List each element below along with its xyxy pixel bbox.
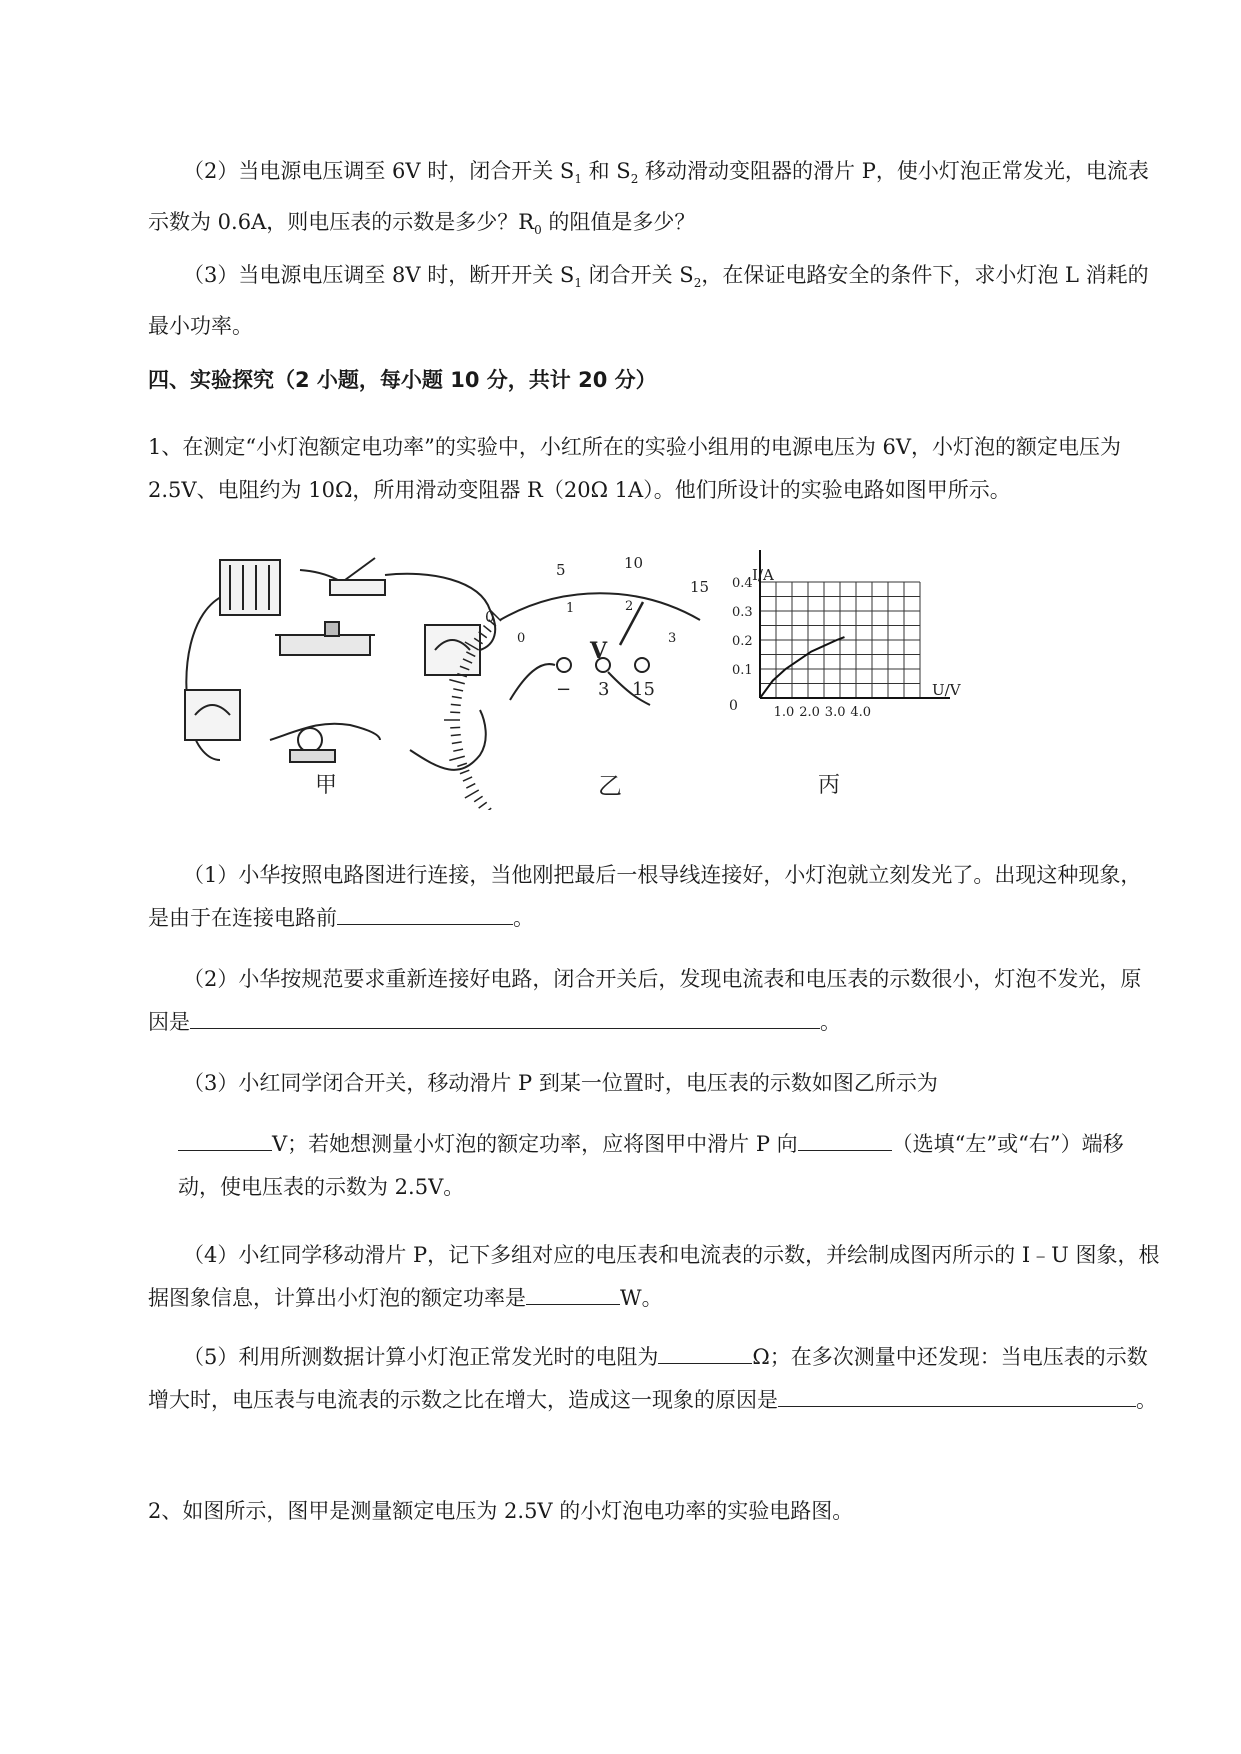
dial-tick	[453, 749, 463, 751]
q3-text-c: （选填“左”或“右”）端移动，使电压表的示数为 2.5V。	[178, 1132, 1124, 1199]
terminal-negative	[557, 658, 571, 672]
dial-tick	[449, 680, 464, 684]
figure-group	[180, 550, 1080, 810]
q2-text: （2）小华按规范要求重新连接好电路，闭合开关后，发现电流表和电压表的示数很小，灯泡不发光，原因是	[148, 967, 1142, 1034]
dial-tick	[450, 712, 460, 713]
graph-x-axis-label: U/V	[932, 681, 961, 699]
question-2-part-3	[148, 254, 1160, 348]
dial-label-bottom-1: 1	[566, 601, 575, 616]
voltmeter-unit-label: V	[590, 638, 608, 664]
dial-tick	[457, 763, 467, 766]
dial-label-top-5: 5	[556, 561, 566, 579]
circuit-diagram-jia	[185, 558, 495, 770]
terminal-label-negative: −	[556, 679, 572, 700]
graph-x-tick-label: 2.0	[799, 705, 820, 720]
answer-blank-4[interactable]	[526, 1284, 620, 1305]
answer-blank-3b[interactable]	[798, 1130, 892, 1151]
q3-text-a: （3）当电源电压调至 8V 时，断开开关 S	[183, 263, 575, 287]
subscript-s1: 1	[574, 276, 582, 291]
graph-origin-label: 0	[729, 698, 738, 714]
dial-tick	[452, 697, 462, 699]
voltmeter	[425, 625, 480, 675]
circuit-figure	[180, 550, 1080, 810]
q2-text-a: （2）当电源电压调至 6V 时，闭合开关 S	[183, 159, 575, 183]
dial-tick	[463, 777, 472, 781]
dial-tick	[479, 802, 487, 808]
dial-tick	[451, 704, 461, 705]
question-2-part-2	[148, 150, 1160, 252]
dial-tick	[474, 796, 482, 801]
graph-y-tick-label: 0.1	[732, 663, 753, 678]
q1-text: （1）小华按照电路图进行连接，当他刚把最后一根导线连接好，小灯泡就立刻发光了。出现这种现象，是由于在连接电路前	[148, 863, 1142, 930]
experiment-1-intro: 1、在测定“小灯泡额定电功率”的实验中，小红所在的实验小组用的电源电压为 6V，小灯泡的额定电压为 2.5V、电阻约为 10Ω，所用滑动变阻器 R（20Ω 1A）。他们所设计的实验电路如图甲所示。	[148, 435, 1122, 502]
graph-y-axis-label: I/A	[752, 566, 774, 584]
q2-text-d: 的阻值是多少？	[541, 210, 696, 235]
graph-x-tick-label: 3.0	[824, 705, 846, 720]
section-heading: 四、实验探究（2 小题，每小题 10 分，共计 20 分）	[148, 368, 657, 392]
dial-tick	[450, 727, 460, 728]
dial-label-top-0: 0	[485, 608, 495, 626]
caption-bing: 丙	[818, 773, 841, 798]
graph-y-tick-label: 0.3	[732, 605, 753, 620]
ammeter	[185, 690, 240, 740]
experiment-1-q3-line2	[178, 1123, 1160, 1209]
q2-text-c: 移动滑动变阻器的滑片 P，使小灯泡正常发光，电流表示数为 0.6A，则电压表的示数是多少？R	[148, 159, 1149, 235]
graph-x-tick-label: 1.0	[773, 705, 795, 720]
dial-tick	[483, 808, 491, 810]
q1-end: 。	[513, 906, 534, 930]
dial-tick	[449, 756, 464, 760]
experiment-2-intro: 2、如图所示，图甲是测量额定电压为 2.5V 的小灯泡电功率的实验电路图。	[148, 1499, 854, 1523]
answer-blank-3a[interactable]	[178, 1130, 272, 1151]
terminal-label-15: 15	[632, 679, 655, 700]
experiment-1-q3-line1: （3）小红同学闭合开关，移动滑片 P 到某一位置时，电压表的示数如图乙所示为	[183, 1071, 938, 1095]
terminal-label-3: 3	[598, 679, 610, 700]
experiment-1-q5	[148, 1336, 1160, 1422]
answer-blank-5b[interactable]	[778, 1386, 1136, 1407]
graph-x-tick-label: 4.0	[850, 705, 872, 720]
dial-tick	[460, 770, 469, 774]
dial-tick	[453, 689, 463, 691]
dial-tick	[451, 735, 461, 736]
dial-tick	[452, 742, 462, 744]
q3-text-c: ，在保证电路安全的条件下，求小灯泡 L 消耗的最小功率。	[148, 263, 1149, 339]
q5-text-b: Ω；在多次测量中还发现：当电压表的示数增大时，电压表与电流表的示数之比在增大，造成这一现象的原因是	[148, 1345, 1148, 1412]
experiment-1-q4	[148, 1234, 1160, 1320]
q5-text-a: （5）利用所测数据计算小灯泡正常发光时的电阻为	[183, 1345, 659, 1369]
graph-y-tick-label: 0.2	[732, 634, 753, 649]
dial-tick	[465, 790, 479, 798]
experiment-1-q1	[148, 854, 1160, 940]
q5-end: 。	[1136, 1388, 1157, 1412]
light-bulb	[298, 728, 322, 752]
dial-tick	[466, 784, 475, 789]
dial-label-top-10: 10	[624, 554, 644, 572]
dial-label-bottom-2: 2	[625, 599, 634, 614]
dial-label-bottom-0: 0	[517, 631, 526, 646]
q4-end: W。	[620, 1286, 663, 1310]
answer-blank-5a[interactable]	[658, 1343, 752, 1364]
caption-yi: 乙	[598, 772, 622, 800]
dial-label-bottom-3: 3	[668, 631, 677, 646]
voltmeter-dial-yi	[444, 593, 700, 810]
subscript-s2: 2	[693, 276, 702, 291]
q2-text-b: 和 S	[581, 159, 631, 183]
rheostat	[280, 635, 370, 655]
q3-text-b: V；若她想测量小灯泡的额定功率，应将图甲中滑片 P 向	[272, 1132, 798, 1156]
subscript-s1: 1	[574, 172, 582, 187]
terminal-15	[635, 658, 649, 672]
graph-y-tick-label: 0.4	[732, 576, 753, 591]
subscript-r0: 0	[534, 223, 542, 238]
switch	[330, 580, 385, 595]
experiment-1-q2	[148, 958, 1160, 1044]
q4-text: （4）小红同学移动滑片 P，记下多组对应的电压表和电流表的示数，并绘制成图丙所示的 I﹣U 图象，根据图象信息，计算出小灯泡的额定功率是	[148, 1243, 1160, 1310]
iu-curve	[760, 637, 844, 698]
q2-end: 。	[820, 1010, 841, 1034]
dial-label-top-15: 15	[690, 578, 710, 596]
answer-blank-1[interactable]	[337, 904, 513, 925]
subscript-s2: 2	[630, 172, 639, 187]
q3-text-b: 闭合开关 S	[581, 263, 694, 287]
dial-tick	[483, 626, 491, 632]
caption-jia: 甲	[315, 773, 338, 798]
answer-blank-2[interactable]	[190, 1008, 820, 1029]
